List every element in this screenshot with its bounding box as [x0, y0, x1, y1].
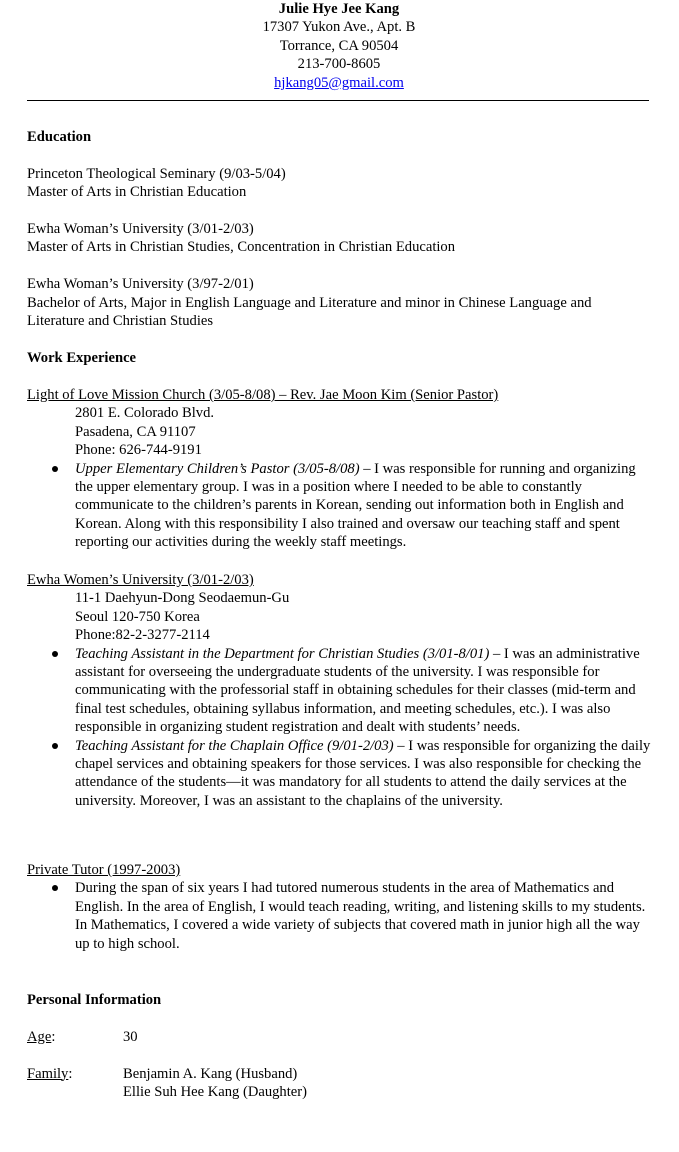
phone-number: 213-700-8605 — [297, 56, 381, 73]
role-description: During the span of six years I had tutored numerous students in the area of Mathematics and English. In the area of English, I would teach reading, writing, and listening skills to my students. In Mathematics, I covered a wide variety of subjects that covered math in junior high all the way up to high school. — [75, 880, 646, 952]
job-entry — [27, 861, 651, 953]
family-label: Family — [27, 1065, 69, 1082]
personal-heading: Personal Information — [27, 992, 162, 1008]
work-heading: Work Experience — [27, 350, 137, 366]
job-duties — [27, 460, 651, 552]
address-line-1: 17307 Yukon Ave., Apt. B — [262, 19, 416, 36]
header-divider — [27, 100, 649, 101]
school-name: Ewha Woman’s University (3/01-2/03) — [27, 221, 254, 237]
role-title: Teaching Assistant for the Chaplain Office (9/01-2/03) — [75, 737, 394, 754]
email-link[interactable]: hjkang05@gmail.com — [274, 74, 404, 91]
family-row — [27, 1065, 651, 1102]
age-row — [27, 1028, 651, 1046]
degree: Bachelor of Arts, Major in English Language and Literature and minor in Chinese Language and Literature and Christian Studies — [27, 294, 592, 330]
education-heading: Education — [27, 129, 92, 145]
employer-phone: Phone: 626-744-9191 — [75, 442, 202, 459]
employer-address-line: Seoul 120-750 Korea — [75, 608, 200, 625]
duty-item — [27, 460, 651, 552]
job-duties — [27, 645, 651, 811]
family-member: Ellie Suh Hee Kang (Daughter) — [123, 1084, 307, 1100]
address-line-2: Torrance, CA 90504 — [279, 37, 399, 54]
age-value: 30 — [123, 1028, 138, 1045]
candidate-name: Julie Hye Jee Kang — [278, 1, 400, 17]
role-description: – I was responsible for organizing the daily chapel services and obtaining speakers for those services. I was also responsible for checking the attendance of the students—it was mandatory for all students to attend the daily services at the university. Moreover, I was an assistant to the chaplains of the university. — [75, 737, 651, 809]
degree: Master of Arts in Christian Studies, Concentration in Christian Education — [27, 239, 456, 256]
job-duties — [27, 879, 651, 953]
family-member: Benjamin A. Kang (Husband) — [123, 1065, 298, 1082]
bullet-icon — [52, 885, 58, 891]
education-entry — [27, 165, 651, 202]
school-name: Ewha Woman’s University (3/97-2/01) — [27, 276, 254, 293]
role-title: Upper Elementary Children’s Pastor (3/05-8/08) — [75, 460, 360, 477]
duty-item — [27, 879, 651, 953]
bullet-icon — [52, 651, 58, 657]
employer-name: Light of Love Mission Church (3/05-8/08) – Rev. Jae Moon Kim (Senior Pastor) — [27, 387, 499, 403]
employer-name: Private Tutor (1997-2003) — [27, 862, 181, 878]
role-description: – I was responsible for running and organizing the upper elementary group. I was in a position where I needed to be able to constantly communicate to the children’s parents in Korean, sending out information both in English and Korean. Along with this responsibility I also trained and oversaw our teaching staff and spent reporting our activities during the weekly staff meetings. — [75, 460, 636, 551]
duty-item — [27, 737, 651, 811]
role-title: Teaching Assistant in the Department for Christian Studies (3/01-8/01) — [75, 645, 490, 662]
employer-phone: Phone:82-2-3277-2114 — [75, 627, 210, 644]
degree: Master of Arts in Christian Education — [27, 184, 247, 201]
education-entry — [27, 220, 651, 257]
bullet-icon — [52, 466, 58, 472]
employer-address-line: Pasadena, CA 91107 — [75, 423, 196, 440]
employer-name: Ewha Women’s University (3/01-2/03) — [27, 572, 254, 588]
age-label: Age — [27, 1028, 52, 1045]
contact-header — [27, 0, 651, 92]
employer-address-line: 2801 E. Colorado Blvd. — [75, 405, 215, 422]
employer-address-line: 11-1 Daehyun-Dong Seodaemun-Gu — [75, 590, 290, 607]
age-label-wrap: Age: — [27, 1028, 56, 1045]
bullet-icon — [52, 743, 58, 749]
education-section — [27, 128, 651, 330]
education-entry — [27, 275, 651, 330]
school-name: Princeton Theological Seminary (9/03-5/04) — [27, 165, 286, 182]
personal-section — [27, 991, 651, 1101]
job-entry — [27, 571, 651, 810]
job-entry — [27, 386, 651, 552]
duty-item — [27, 645, 651, 737]
resume-page — [27, 0, 651, 92]
work-heading-block — [27, 349, 651, 367]
family-label-wrap: Family: — [27, 1065, 73, 1082]
role-description: – I was an administrative assistant for overseeing the undergraduate students of the university. I was responsible for communicating with the professorial staff in obtaining schedules for their classes (mid-term and final test schedules, obtaining syllabus information, and meeting schedules, etc.). I was also responsible in organizing student registration and dealt with students’ needs. — [75, 645, 640, 736]
